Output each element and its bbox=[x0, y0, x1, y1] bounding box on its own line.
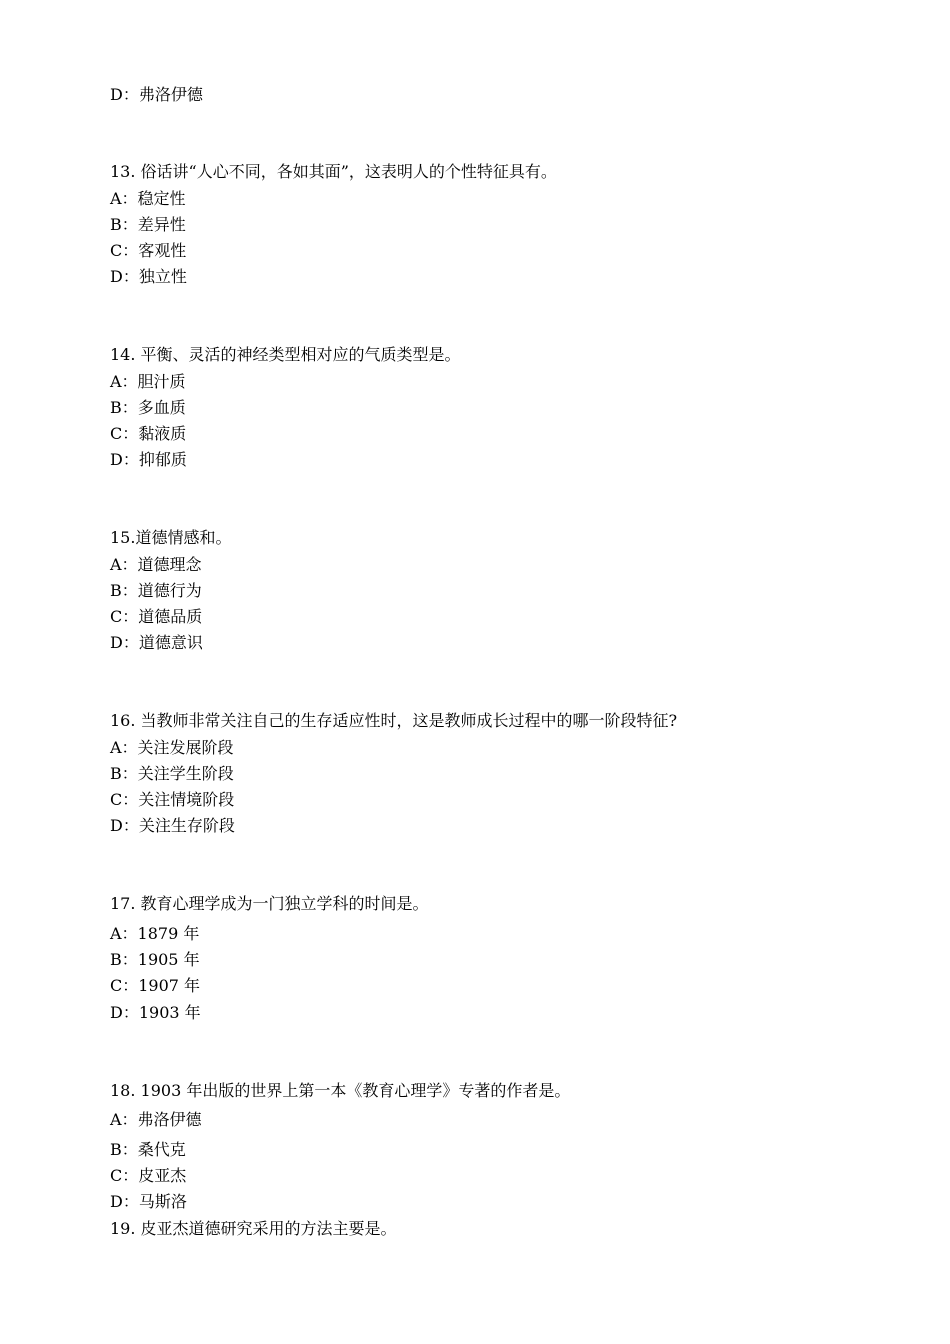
q13-option-a: A：稳定性 bbox=[110, 189, 186, 208]
q16-option-d: D：关注生存阶段 bbox=[110, 816, 235, 835]
q18-option-c: C：皮亚杰 bbox=[110, 1166, 187, 1185]
q18-option-b: B：桑代克 bbox=[110, 1140, 186, 1159]
q15-option-b: B：道德行为 bbox=[110, 581, 202, 600]
q16-option-c: C：关注情境阶段 bbox=[110, 790, 235, 809]
question-13: 13. 俗话讲“人心不同，各如其面”，这表明人的个性特征具有。 bbox=[110, 162, 557, 181]
q17-option-a: A：1879 年 bbox=[110, 924, 200, 943]
q17-option-b: B：1905 年 bbox=[110, 950, 200, 969]
q15-option-c: C：道德品质 bbox=[110, 607, 203, 626]
q13-option-b: B：差异性 bbox=[110, 215, 186, 234]
q13-option-d: D：独立性 bbox=[110, 267, 187, 286]
q14-option-d: D：抑郁质 bbox=[110, 450, 187, 469]
q16-option-b: B：关注学生阶段 bbox=[110, 764, 234, 783]
q17-option-d: D：1903 年 bbox=[110, 1003, 201, 1022]
q17-option-c: C：1907 年 bbox=[110, 976, 201, 995]
q14-option-c: C：黏液质 bbox=[110, 424, 187, 443]
question-16: 16. 当教师非常关注自己的生存适应性时，这是教师成长过程中的哪一阶段特征? bbox=[110, 711, 678, 730]
q15-option-a: A：道德理念 bbox=[110, 555, 202, 574]
q13-option-c: C：客观性 bbox=[110, 241, 187, 260]
question-18: 18. 1903 年出版的世界上第一本《教育心理学》专著的作者是。 bbox=[110, 1081, 571, 1100]
question-19: 19. 皮亚杰道德研究采用的方法主要是。 bbox=[110, 1219, 397, 1238]
q14-option-a: A：胆汁质 bbox=[110, 372, 186, 391]
option-d-prev: D：弗洛伊德 bbox=[110, 85, 203, 104]
q14-option-b: B：多血质 bbox=[110, 398, 186, 417]
question-17: 17. 教育心理学成为一门独立学科的时间是。 bbox=[110, 894, 429, 913]
q15-option-d: D：道德意识 bbox=[110, 633, 203, 652]
question-15: 15.道德情感和。 bbox=[110, 528, 232, 547]
q18-option-a: A：弗洛伊德 bbox=[110, 1110, 202, 1129]
q16-option-a: A：关注发展阶段 bbox=[110, 738, 234, 757]
q18-option-d: D：马斯洛 bbox=[110, 1192, 187, 1211]
question-14: 14. 平衡、灵活的神经类型相对应的气质类型是。 bbox=[110, 345, 461, 364]
